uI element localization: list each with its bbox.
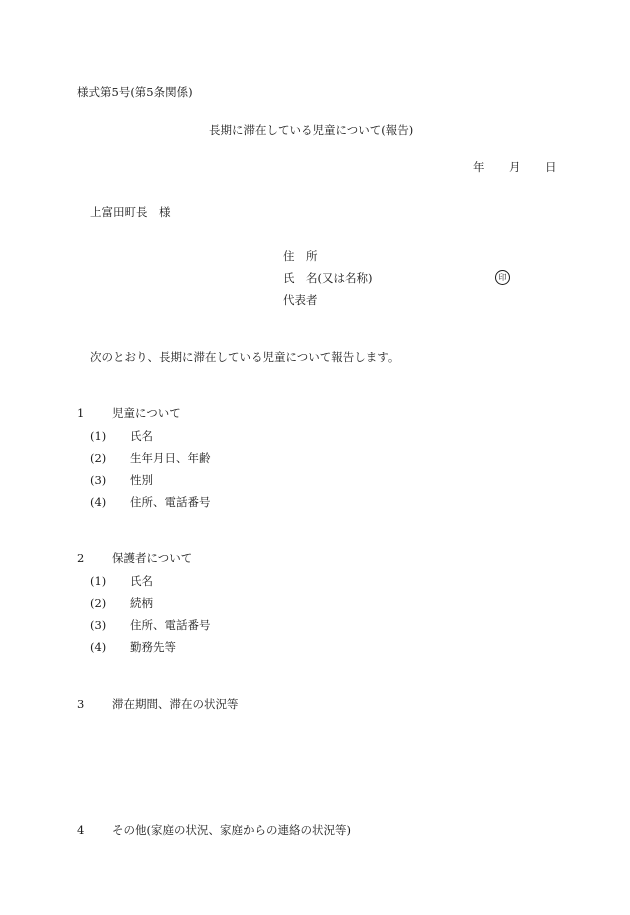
item-number: (4) (90, 640, 107, 654)
sender-name-label: 氏 名(又は名称) (283, 271, 373, 285)
section-title: その他(家庭の状況、家庭からの連絡の状況等) (112, 823, 351, 837)
item-number: (2) (90, 451, 107, 465)
sender-representative-label: 代表者 (283, 293, 318, 307)
item-label: 氏名 (130, 429, 153, 443)
item-number: (1) (90, 429, 107, 443)
section-number: 3 (77, 697, 85, 711)
item-label: 住所、電話番号 (130, 495, 211, 509)
date-year: 年 (473, 160, 485, 174)
section-number: 1 (77, 406, 85, 420)
document-title: 長期に滞在している児童について(報告) (209, 123, 414, 137)
intro-text: 次のとおり、長期に滞在している児童について報告します。 (90, 350, 400, 364)
item-number: (4) (90, 495, 107, 509)
item-number: (3) (90, 618, 107, 632)
item-number: (2) (90, 596, 107, 610)
item-number: (1) (90, 574, 107, 588)
section-title: 滞在期間、滞在の状況等 (112, 697, 239, 711)
item-label: 勤務先等 (130, 640, 176, 654)
seal-mark: 印 (495, 270, 510, 285)
section-title: 児童について (112, 406, 181, 420)
item-label: 生年月日、年齢 (130, 451, 211, 465)
date-month: 月 (509, 160, 521, 174)
item-label: 続柄 (130, 596, 153, 610)
section-title: 保護者について (112, 551, 193, 565)
section-number: 4 (77, 823, 85, 837)
sender-address-label: 住 所 (283, 249, 318, 263)
item-label: 性別 (130, 473, 153, 487)
form-number: 様式第5号(第5条関係) (77, 85, 193, 99)
date-day: 日 (545, 160, 557, 174)
item-label: 住所、電話番号 (130, 618, 211, 632)
addressee: 上富田町長 様 (90, 205, 171, 219)
item-label: 氏名 (130, 574, 153, 588)
item-number: (3) (90, 473, 107, 487)
section-number: 2 (77, 551, 85, 565)
